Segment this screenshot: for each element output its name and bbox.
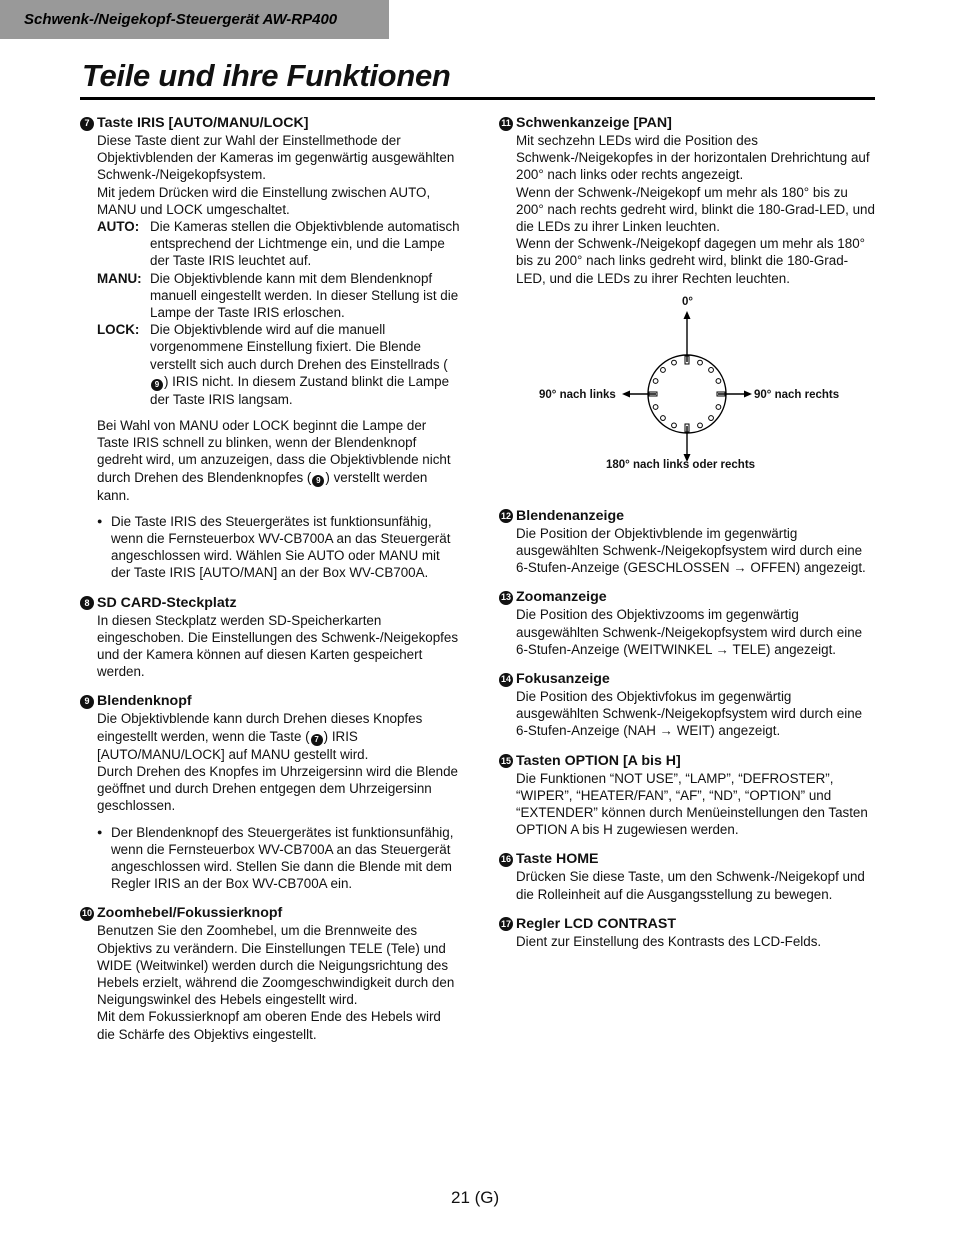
section-title: Taste HOME (516, 851, 599, 868)
definition-manu: Die Objektivblende kann mit dem Blendenknopf manuell eingestellt werden. In dieser Stellung ist die Lampe der Taste IRIS erloschen. (150, 270, 459, 321)
section-zoom-indicator (499, 589, 875, 658)
paragraph-text: Die Objektivblende kann durch Drehen dieses Knopfes eingestellt werden, wenn die Taste ( (97, 711, 423, 744)
paragraph: Die Funktionen “NOT USE”, “LAMP”, “DEFROSTER”, “WIPER”, “HEATER/FAN”, “AF”, “ND”, “OPTION” und “EXTENDER” können durch Menüeinstellungen den Tasten OPTION A bis H zugewiesen werden. (516, 770, 868, 838)
page-title: Teile und ihre Funktionen (82, 58, 451, 93)
pan-led-marker (672, 360, 677, 365)
paragraph: Mit sechzehn LEDs wird die Position des Schwenk-/Neigekopfes in der horizontalen Drehrichtung auf 200° nach links oder rechts angezeigt. (516, 133, 870, 183)
paragraph: Wenn der Schwenk-/Neigekopf dagegen um mehr als 180° bis zu 200° nach links gedreht wird, blinkt die 180-Grad-LED, und die LEDs zu ihrer Rechten leuchten. (516, 236, 865, 286)
section-iris-knob (80, 693, 460, 892)
section-heading (499, 851, 875, 868)
page-number: 21 (G) (451, 1188, 500, 1207)
left-column (80, 115, 460, 1056)
bullet-dot-icon: ● (97, 826, 103, 837)
item-number-badge: 14 (499, 673, 513, 687)
item-number-badge: 11 (499, 117, 513, 131)
paragraph: In diesen Steckplatz werden SD-Speicherkarten eingeschoben. Die Einstellungen des Schwenk-/Neigekopfes und der Kamera können auf diesen Karten gespeichert werden. (97, 612, 459, 680)
ref-number-badge: 9 (312, 475, 324, 487)
item-number-badge: 7 (80, 117, 94, 131)
section-heading (499, 671, 875, 688)
paragraph-text: ) IRIS [AUTO/MANU/LOCK] auf MANU gestellt wird. (97, 728, 369, 762)
paragraph-text: Bei Wahl von MANU oder LOCK beginnt die Lampe der Taste IRIS schnell zu blinken, wenn der Blendenknopf gedreht wird, um anzuzeigen, dass die Objektivblende nicht durch Drehen des Blendenknopfes ( (97, 418, 451, 485)
section-title: Blendenanzeige (516, 507, 625, 524)
section-home-button (499, 851, 875, 902)
pan-led-marker (709, 415, 714, 420)
section-focus-indicator (499, 671, 875, 740)
section-title: Zoomhebel/Fokussierknopf (97, 905, 283, 922)
label-90-right: 90° nach rechts (754, 388, 840, 401)
paragraph: Diese Taste dient zur Wahl der Einstellmethode der Objektivblenden der Kameras im gegenwärtig ausgewählten Schwenk-/Neigekopfsystem. (97, 133, 455, 183)
pan-led-marker (698, 360, 703, 365)
bullet-text: Der Blendenknopf des Steuergerätes ist funktionsunfähig, wenn die Fernsteuerbox WV-CB700A an das Steuergerät angeschlossen wird. Stellen Sie dann die Blende mit dem Regler IRIS an der Box WV-CB700A ein. (111, 824, 454, 892)
paragraph: Durch Drehen des Knopfes im Uhrzeigersinn wird die Blende geöffnet und durch Drehen entgegen dem Uhrzeigersinn geschlossen. (97, 763, 458, 814)
pan-led-marker (716, 404, 721, 409)
section-option-buttons (499, 753, 875, 839)
item-number-badge: 17 (499, 917, 513, 931)
item-number-badge: 10 (80, 907, 94, 921)
bullet-text: Die Taste IRIS des Steuergerätes ist funktionsunfähig, wenn die Fernsteuerbox WV-CB700A an das Steuergerät angeschlossen wird. Wählen Sie AUTO oder MANU mit der Taste IRIS [AUTO/MAN] an der Box WV-CB700A. (111, 513, 451, 581)
paragraph: Drücken Sie diese Taste, um den Schwenk-/Neigekopf und die Rolleinheit auf die Ausgangsstellung zu bewegen. (516, 869, 865, 902)
definition-auto: Die Kameras stellen die Objektivblende automatisch entsprechend der Lichtmenge ein, und die Lampe der Taste IRIS leuchtet auf. (150, 219, 460, 269)
section-heading (80, 595, 460, 612)
item-number-badge: 8 (80, 596, 94, 610)
paragraph: Die Position des Objektivfokus im gegenwärtig ausgewählten Schwenk-/Neigekopfsystem wird durch eine 6-Stufen-Anzeige (NAH → WEIT) angezeigt. (516, 689, 863, 739)
pan-led-marker (709, 367, 714, 372)
section-iris-button (80, 115, 460, 582)
section-title: Blendenknopf (97, 693, 192, 710)
term-lock: LOCK: (97, 322, 140, 338)
label-180: 180° nach links oder rechts (606, 458, 756, 471)
term-manu: MANU: (97, 270, 142, 286)
section-heading (499, 115, 875, 132)
section-heading (499, 589, 875, 606)
label-90-left: 90° nach links (539, 388, 616, 401)
section-iris-indicator (499, 508, 875, 577)
paragraph: Die Position des Objektivzooms im gegenwärtig ausgewählten Schwenk-/Neigekopfsystem wird durch eine 6-Stufen-Anzeige (WEITWINKEL → TELE) angezeigt. (516, 607, 863, 657)
item-number-badge: 15 (499, 754, 513, 768)
section-heading (499, 916, 875, 933)
paragraph: Mit jedem Drücken wird die Einstellung zwischen AUTO, MANU und LOCK umgeschaltet. (97, 184, 431, 217)
header-tab: Schwenk-/Neigekopf-Steuergerät AW-RP400 (0, 0, 389, 39)
definition-lock-text: ) IRIS nicht. In diesem Zustand blinkt die Lampe der Taste IRIS langsam. (150, 373, 450, 407)
pan-led-marker (661, 415, 666, 420)
paragraph (97, 417, 460, 504)
pan-led-marker (672, 423, 677, 428)
section-sd-card-slot (80, 595, 460, 681)
section-heading (499, 508, 875, 525)
definition-lock (150, 321, 460, 408)
section-pan-indicator (499, 115, 875, 287)
term-auto: AUTO: (97, 219, 140, 235)
pan-led-marker (653, 378, 658, 383)
section-heading (80, 115, 460, 132)
section-heading (80, 693, 460, 710)
section-title: Zoomanzeige (516, 589, 607, 606)
paragraph: Dient zur Einstellung des Kontrasts des LCD-Felds. (516, 933, 822, 949)
right-column (499, 115, 875, 963)
definition-lock-text: Die Objektivblende wird auf die manuell vorgenommene Einstellung fixiert. Die Blende verstellt sich auch durch Drehen des Einstellrads ( (150, 322, 448, 372)
pan-led-marker (698, 423, 703, 428)
pan-led-marker (653, 404, 658, 409)
section-title: Taste IRIS [AUTO/MANU/LOCK] (97, 115, 309, 131)
pan-led-marker (716, 378, 721, 383)
ref-number-badge: 7 (311, 734, 323, 746)
section-zoom-lever (80, 905, 460, 1042)
section-title: Schwenkanzeige [PAN] (516, 115, 672, 131)
item-number-badge: 13 (499, 591, 513, 605)
mode-definition-list (97, 218, 460, 408)
paragraph: Die Position der Objektivblende im gegenwärtig ausgewählten Schwenk-/Neigekopfsystem wird durch eine 6-Stufen-Anzeige (GESCHLOSSEN → OFFEN) angezeigt. (516, 525, 866, 576)
pan-led-diagram (499, 295, 875, 500)
item-number-badge: 16 (499, 853, 513, 867)
item-number-badge: 9 (80, 695, 94, 709)
ref-number-badge: 9 (151, 379, 163, 391)
section-heading (80, 905, 460, 922)
paragraph-text: ) verstellt werden kann. (97, 469, 428, 503)
section-title: Tasten OPTION [A bis H] (516, 752, 681, 769)
pan-led-marker (661, 367, 666, 372)
label-0-degree: 0° (682, 295, 693, 308)
section-title: SD CARD-Steckplatz (97, 594, 237, 611)
item-number-badge: 12 (499, 509, 513, 523)
paragraph (97, 710, 460, 762)
section-title: Fokusanzeige (516, 671, 610, 688)
section-heading (499, 753, 875, 770)
section-title: Regler LCD CONTRAST (516, 915, 677, 932)
bullet-note (97, 824, 460, 893)
paragraph: Benutzen Sie den Zoomhebel, um die Brennweite des Objektivs zu verändern. Die Einstellungen TELE (Tele) und WIDE (Weitwinkel) werden durch die Neigungsrichtung des Hebels erzielt, während die Zoomgeschwindigkeit durch den Neigungswinkel des Hebels eingestellt wird. (97, 923, 455, 1008)
paragraph: Mit dem Fokussierknopf am oberen Ende des Hebels wird die Schärfe des Objektivs eingestellt. (97, 1009, 441, 1042)
bullet-note (97, 513, 460, 582)
title-rule (80, 97, 875, 100)
paragraph: Wenn der Schwenk-/Neigekopf um mehr als 180° bis zu 200° nach rechts gedreht wird, blinkt die 180-Grad-LED, und die LEDs zu ihrer Linken leuchten. (516, 184, 875, 235)
section-lcd-contrast (499, 916, 875, 950)
bullet-dot-icon: ● (97, 515, 103, 526)
